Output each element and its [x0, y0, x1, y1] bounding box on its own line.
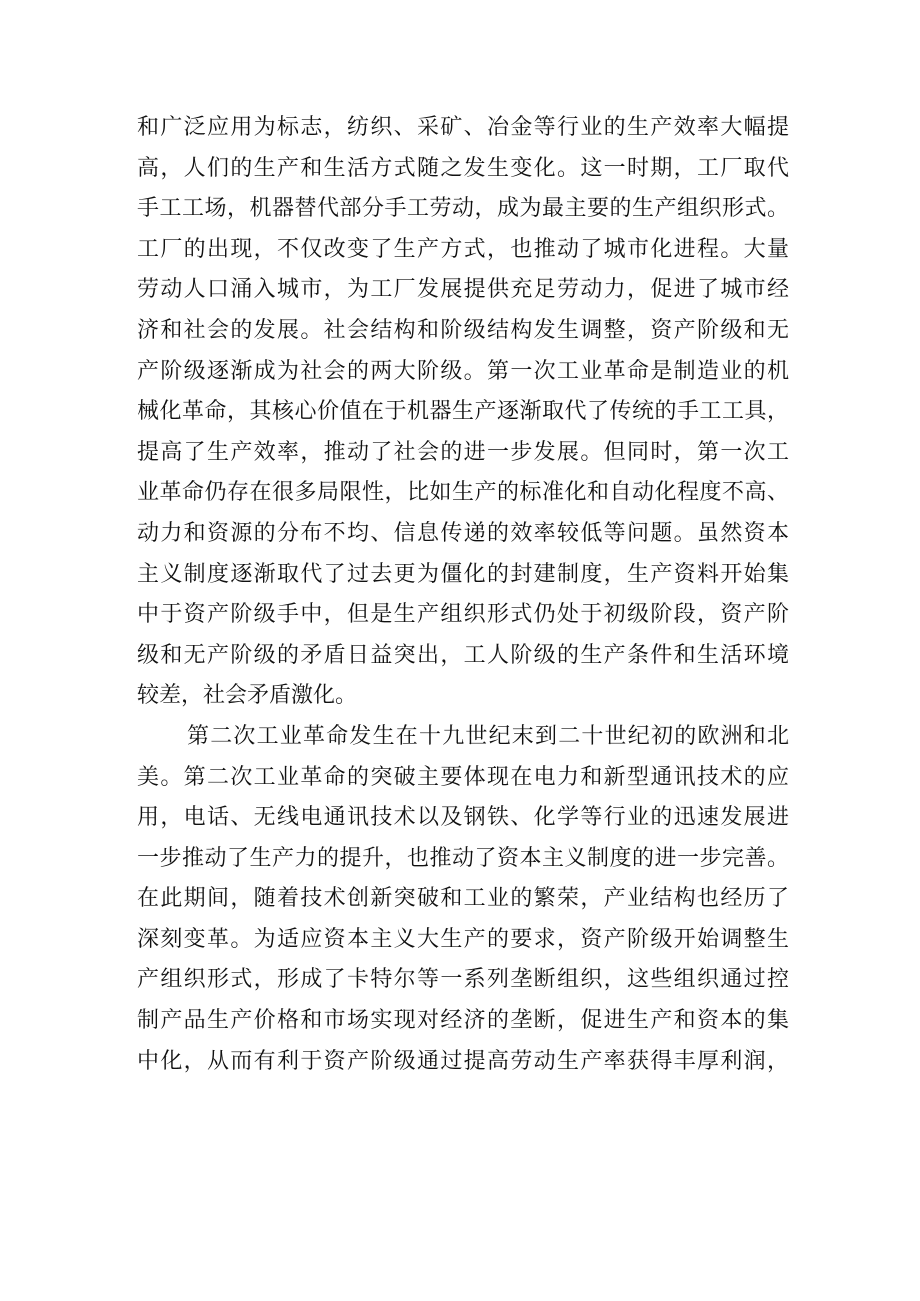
text-line: 较差，社会矛盾激化。: [137, 683, 358, 709]
text-line: 制产品生产价格和市场实现对经济的垄断，促进生产和资本的集: [137, 1008, 789, 1034]
text-line: 高，人们的生产和生活方式随之发生变化。这一时期，工厂取代: [137, 155, 789, 181]
text-line: 用，电话、无线电通讯技术以及钢铁、化学等行业的迅速发展进: [137, 805, 789, 831]
paragraph-1: [137, 108, 789, 717]
text-line: 和广泛应用为标志，纺织、采矿、冶金等行业的生产效率大幅提: [137, 115, 789, 140]
paragraph-2: [137, 717, 789, 1082]
text-line: 中化，从而有利于资产阶级通过提高劳动生产率获得丰厚利润，: [137, 1048, 789, 1074]
text-line: 动力和资源的分布不均、信息传递的效率较低等问题。虽然资本: [137, 520, 789, 546]
text-line: 济和社会的发展。社会结构和阶级结构发生调整，资产阶级和无: [137, 317, 789, 343]
text-line: 主义制度逐渐取代了过去更为僵化的封建制度，生产资料开始集: [137, 561, 789, 587]
text-line: 产组织形式，形成了卡特尔等一系列垄断组织，这些组织通过控: [137, 967, 789, 993]
text-line: 手工工场，机器替代部分手工劳动，成为最主要的生产组织形式。: [137, 196, 789, 222]
text-line: 深刻变革。为适应资本主义大生产的要求，资产阶级开始调整生: [137, 926, 789, 952]
body-text: [137, 108, 789, 1082]
text-line: 械化革命，其核心价值在于机器生产逐渐取代了传统的手工工具，: [137, 399, 789, 425]
text-line: 第二次工业革命发生在十九世纪末到二十世纪初的欧洲和北: [187, 723, 789, 749]
text-line: 提高了生产效率，推动了社会的进一步发展。但同时，第一次工: [137, 439, 789, 465]
text-line: 产阶级逐渐成为社会的两大阶级。第一次工业革命是制造业的机: [137, 358, 789, 384]
text-line: 美。第二次工业革命的突破主要体现在电力和新型通讯技术的应: [137, 764, 789, 790]
text-line: 业革命仍存在很多局限性，比如生产的标准化和自动化程度不高、: [137, 480, 789, 506]
text-line: 劳动人口涌入城市，为工厂发展提供充足劳动力，促进了城市经: [137, 277, 789, 303]
text-line: 级和无产阶级的矛盾日益突出，工人阶级的生产条件和生活环境: [137, 642, 789, 668]
text-line: 在此期间，随着技术创新突破和工业的繁荣，产业结构也经历了: [137, 886, 789, 912]
text-line: 中于资产阶级手中，但是生产组织形式仍处于初级阶段，资产阶: [137, 602, 789, 628]
text-line: 一步推动了生产力的提升，也推动了资本主义制度的进一步完善。: [137, 845, 789, 871]
text-line: 工厂的出现，不仅改变了生产方式，也推动了城市化进程。大量: [137, 236, 789, 262]
